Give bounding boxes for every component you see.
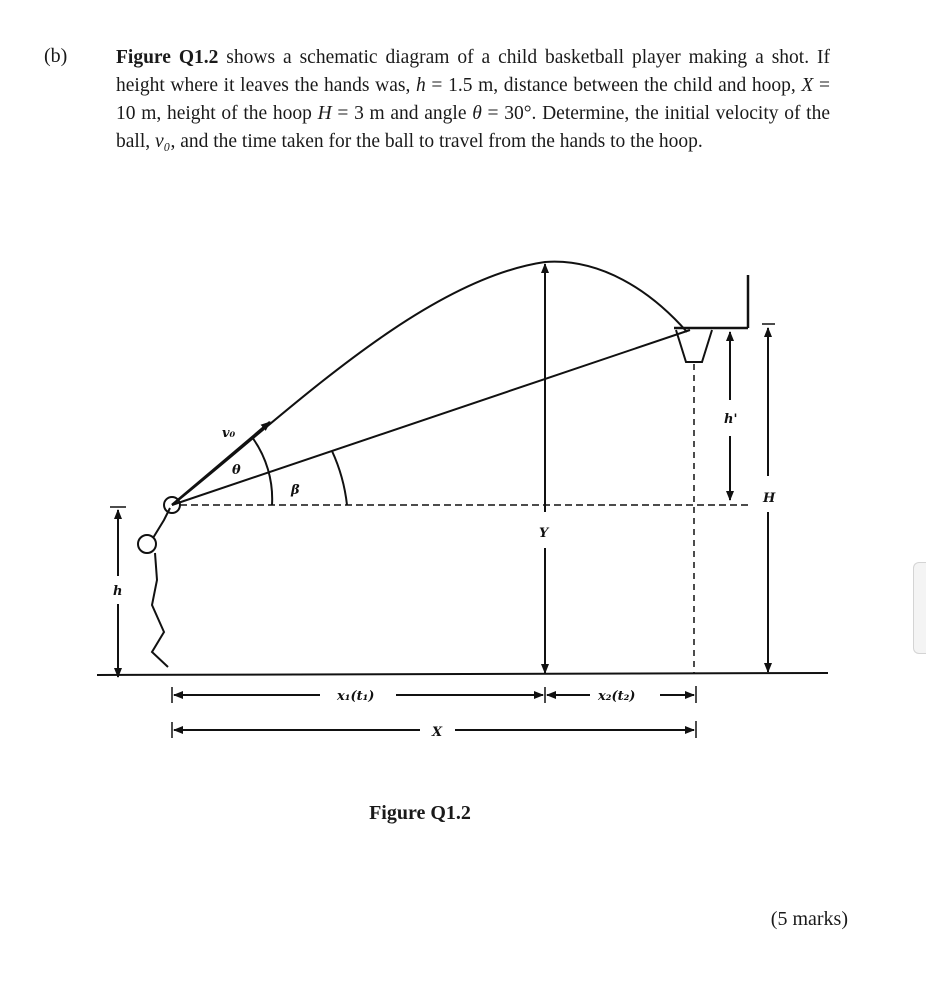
label-Y: Y [539, 526, 549, 541]
var-v0: v₀ [155, 131, 171, 152]
hoop-net [676, 330, 712, 362]
part-label: (b) [44, 45, 68, 67]
var-h: h [416, 75, 426, 96]
figure-caption: Figure Q1.2 [369, 802, 471, 824]
ground-line [97, 673, 828, 675]
label-theta: θ [232, 463, 241, 478]
var-theta: θ [472, 103, 482, 124]
var-X: X [801, 75, 814, 96]
side-scroll-handle[interactable] [913, 562, 926, 654]
label-X: X [432, 725, 443, 740]
marks: (5 marks) [770, 908, 848, 930]
label-H: H [763, 491, 776, 506]
label-x2: x₂(t₂) [598, 689, 636, 704]
label-h: h [113, 584, 123, 599]
theta-arc [252, 437, 272, 505]
ball-trajectory [172, 262, 687, 505]
label-v0: v₀ [222, 426, 236, 441]
var-H: H [317, 103, 332, 124]
question-text-part: = 10 m, height of the hoop [116, 75, 830, 124]
question-text-part: = 30°. Determine, the initial velocity of the ball, [116, 103, 830, 152]
beta-arc [332, 451, 347, 505]
label-x1: x₁(t₁) [337, 689, 375, 704]
figure-reference: Figure Q1.2 [116, 47, 219, 68]
label-h-prime: h' [724, 412, 738, 427]
question-text-part: = 3 m and angle [331, 103, 473, 124]
sight-line [172, 330, 690, 505]
question-text-part: = 1.5 m, distance between the child and hoop, [425, 75, 802, 96]
question-text-part: shows a schematic diagram of a child basketball player making a shot. If height where it leaves the hands was, [116, 47, 830, 96]
question-text-part: , and the time taken for the ball to travel from the hands to the hoop. [170, 131, 703, 152]
child-figure [138, 508, 170, 667]
label-beta: β [291, 483, 300, 498]
velocity-vector [172, 422, 270, 505]
